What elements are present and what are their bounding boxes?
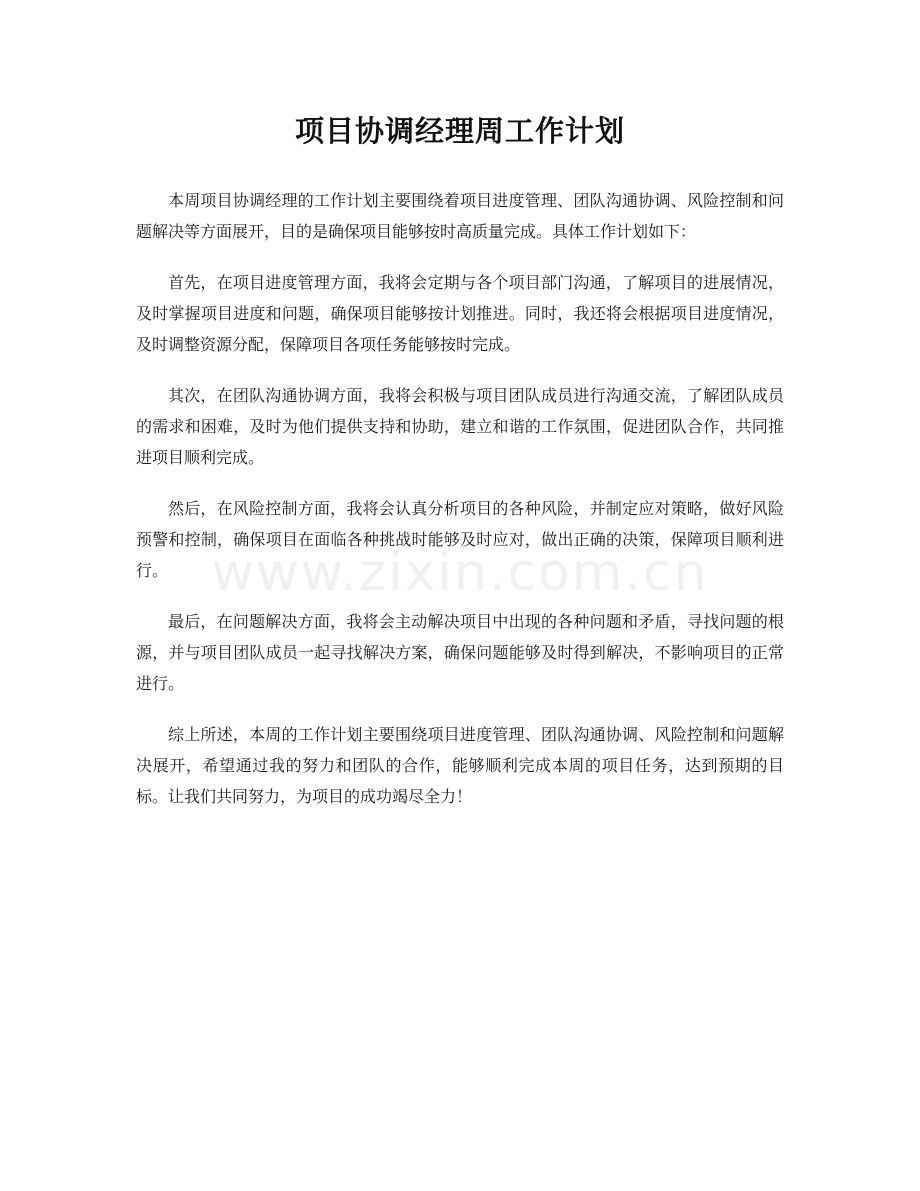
paragraph-problem-solving: 最后，在问题解决方面，我将会主动解决项目中出现的各种问题和矛盾，寻找问题的根源，并与项目团队成员一起寻找解决方案，确保问题能够及时得到解决，不影响项目的正常进行。: [136, 612, 784, 693]
page-title: 项目协调经理周工作计划: [294, 114, 625, 148]
paragraph-intro: 本周项目协调经理的工作计划主要围绕着项目进度管理、团队沟通协调、风险控制和问题解决等方面展开，目的是确保项目能够按时高质量完成。具体工作计划如下：: [136, 191, 784, 241]
document-body: [136, 185, 784, 832]
paragraph-team-communication: 其次，在团队沟通协调方面，我将会积极与项目团队成员进行沟通交流，了解团队成员的需求和困难，及时为他们提供支持和协助，建立和谐的工作氛围，促进团队合作，共同推进项目顺利完成。: [136, 386, 784, 467]
watermark: www.zixin.com.cn: [211, 543, 709, 603]
paragraph-risk-control: 然后，在风险控制方面，我将会认真分析项目的各种风险，并制定应对策略，做好风险预警和控制，确保项目在面临各种挑战时能够及时应对，做出正确的决策，保障项目顺利进行。: [136, 499, 784, 580]
paragraph-summary: 综上所述，本周的工作计划主要围绕项目进度管理、团队沟通协调、风险控制和问题解决展开，希望通过我的努力和团队的合作，能够顺利完成本周的项目任务，达到预期的目标。让我们共同努力，为项目的成功竭尽全力！: [136, 725, 784, 806]
paragraph-progress-management: 首先，在项目进度管理方面，我将会定期与各个项目部门沟通，了解项目的进展情况，及时掌握项目进度和问题，确保项目能够按计划推进。同时，我还将会根据项目进度情况，及时调整资源分配，保障项目各项任务能够按时完成。: [136, 273, 784, 354]
